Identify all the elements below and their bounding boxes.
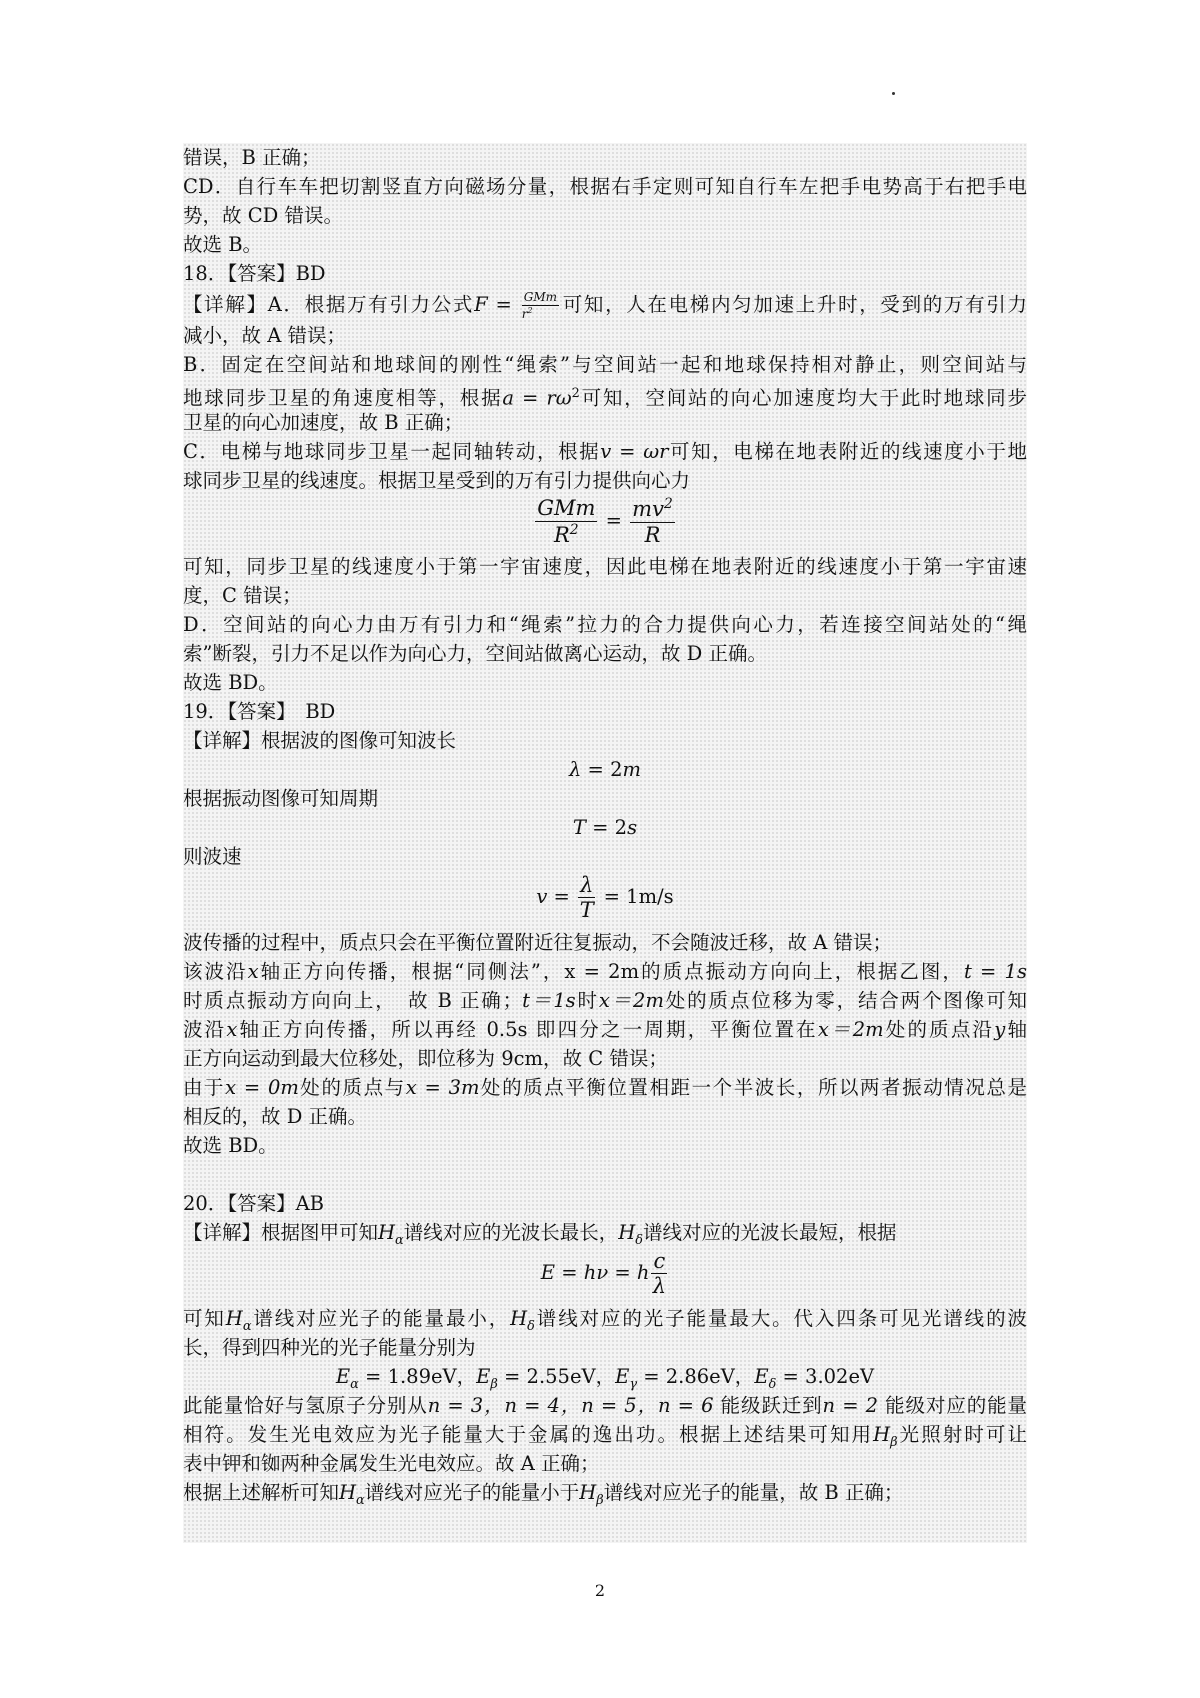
text-line: 卫星的向心加速度，故 B 正确； [183,411,464,434]
text-line: 故选 BD。 [183,1134,278,1157]
text-line: B．固定在空间站和地球间的刚性“绳索”与空间站一起和地球保持相对静止，则空间站与 [183,353,1027,376]
text-line: 可知$H_\alpha$谱线对应光子的能量最小，$H_\delta$谱线对应的光子能量最大。代入四条可见光谱线的波 [183,1307,1027,1333]
text-line: 球同步卫星的线速度。根据卫星受到的万有引力提供向心力 [183,469,691,492]
question-20-answer: 20．【答案】AB [183,1192,324,1215]
centripetal-equation: $\frac{\text{GMm}}{R^2}$ = $\frac{mv^2}{R}$ [537,496,673,547]
text-line: 则波速 [183,845,242,868]
text-line: 故选 BD。 [183,671,278,694]
text-line: D．空间站的向心力由万有引力和“绳索”拉力的合力提供向心力，若连接空间站处的“绳 [183,613,1027,636]
text-line: 【详解】A．根据万有引力公式F = $\frac{\text{GMm}}{r^2}$ 可知，人在电梯内匀加速上升时，受到的万有引力 [183,289,1027,321]
energy-values: $E_\alpha = 1.89eV$，$E_\beta = 2.55eV$，$E_\gamma = 2.86eV$，$E_\delta = 3.02eV$ [335,1365,875,1391]
text-line: 索”断裂，引力不足以作为向心力，空间站做离心运动，故 D 正确。 [183,642,768,665]
period-equation: T = 2s [572,816,638,839]
text-line: 表中钾和铷两种金属发生光电效应。故 A 正确； [183,1452,600,1475]
wave-speed-equation: v = $\frac{\lambda}{T}$ = 1m/s [536,872,674,922]
text-line: 度，C 错误； [183,584,302,607]
wavelength-equation: λ = 2m [568,758,642,781]
text-line: 该波沿x轴正方向传播，根据“同侧法”，x = 2m的质点振动方向向上，根据乙图，t = 1s [183,960,1027,983]
text-line: 【详解】根据图甲可知$H_\alpha$谱线对应的光波长最长，$H_\delta$谱线对应的光波长最短，根据 [183,1221,897,1247]
question-19-answer: 19．【答案】 BD [183,700,336,723]
text-line: 根据振动图像可知周期 [183,787,379,810]
text-line: CD．自行车车把切割竖直方向磁场分量，根据右手定则可知自行车左把手电势高于右把手电 [183,175,1027,198]
text-line: 根据上述解析可知$H_\alpha$谱线对应光子的能量小于$H_\beta$谱线对应光子的能量，故 B 正确； [183,1481,904,1507]
text-line: 势，故 CD 错误。 [183,204,343,227]
text-line: 正方向运动到最大位移处，即位移为 9cm，故 C 错误； [183,1047,668,1070]
question-18-answer: 18．【答案】BD [183,262,326,285]
header-dot [892,92,895,95]
text-line: C．电梯与地球同步卫星一起同轴转动，根据v = ωr可知，电梯在地表附近的线速度小于地 [183,440,1027,463]
text-line: 时质点振动方向向上， 故 B 正确；t＝1s时x＝2m处的质点位移为零，结合两个图像可知 [183,989,1027,1012]
text-line: 此能量恰好与氢原子分别从n = 3，n = 4，n = 5，n = 6 能级跃迁到n = 2 能级对应的能量 [183,1394,1027,1417]
text-line: 波传播的过程中，质点只会在平衡位置附近往复振动，不会随波迁移，故 A 错误； [183,931,892,954]
text-line: 由于x = 0m处的质点与x = 3m处的质点平衡位置相距一个半波长，所以两者振动情况总是 [183,1076,1027,1099]
text-line: 相反的，故 D 正确。 [183,1105,368,1128]
text-line: 可知，同步卫星的线速度小于第一宇宙速度，因此电梯在地表附近的线速度小于第一宇宙速 [183,555,1027,578]
photon-energy-equation: E = hν = h $\frac{c}{\lambda}$ [540,1248,667,1298]
text-line: 【详解】根据波的图像可知波长 [183,729,457,752]
text-line: 相符。发生光电效应为光子能量大于金属的逸出功。根据上述结果可知用$H_\beta$光照射时可让 [183,1423,1027,1449]
text-line: 错误，B 正确； [183,146,321,169]
text-line: 减小，故 A 错误； [183,324,346,347]
gravity-fraction: $\frac{\text{GMm}}{r^2}$ [521,289,558,321]
page-number: 2 [594,1581,606,1600]
text-line: 长，得到四种光的光子能量分别为 [183,1336,476,1359]
text-line: 地球同步卫星的角速度相等，根据$a = r\omega^2$可知，空间站的向心加速度均大于此时地球同步 [183,386,1027,408]
answer-content [183,143,1027,1543]
text-line: 波沿x轴正方向传播，所以再经 0.5s 即四分之一周期，平衡位置在x＝2m处的质点沿y轴 [183,1018,1027,1041]
text-line: 故选 B。 [183,233,263,256]
